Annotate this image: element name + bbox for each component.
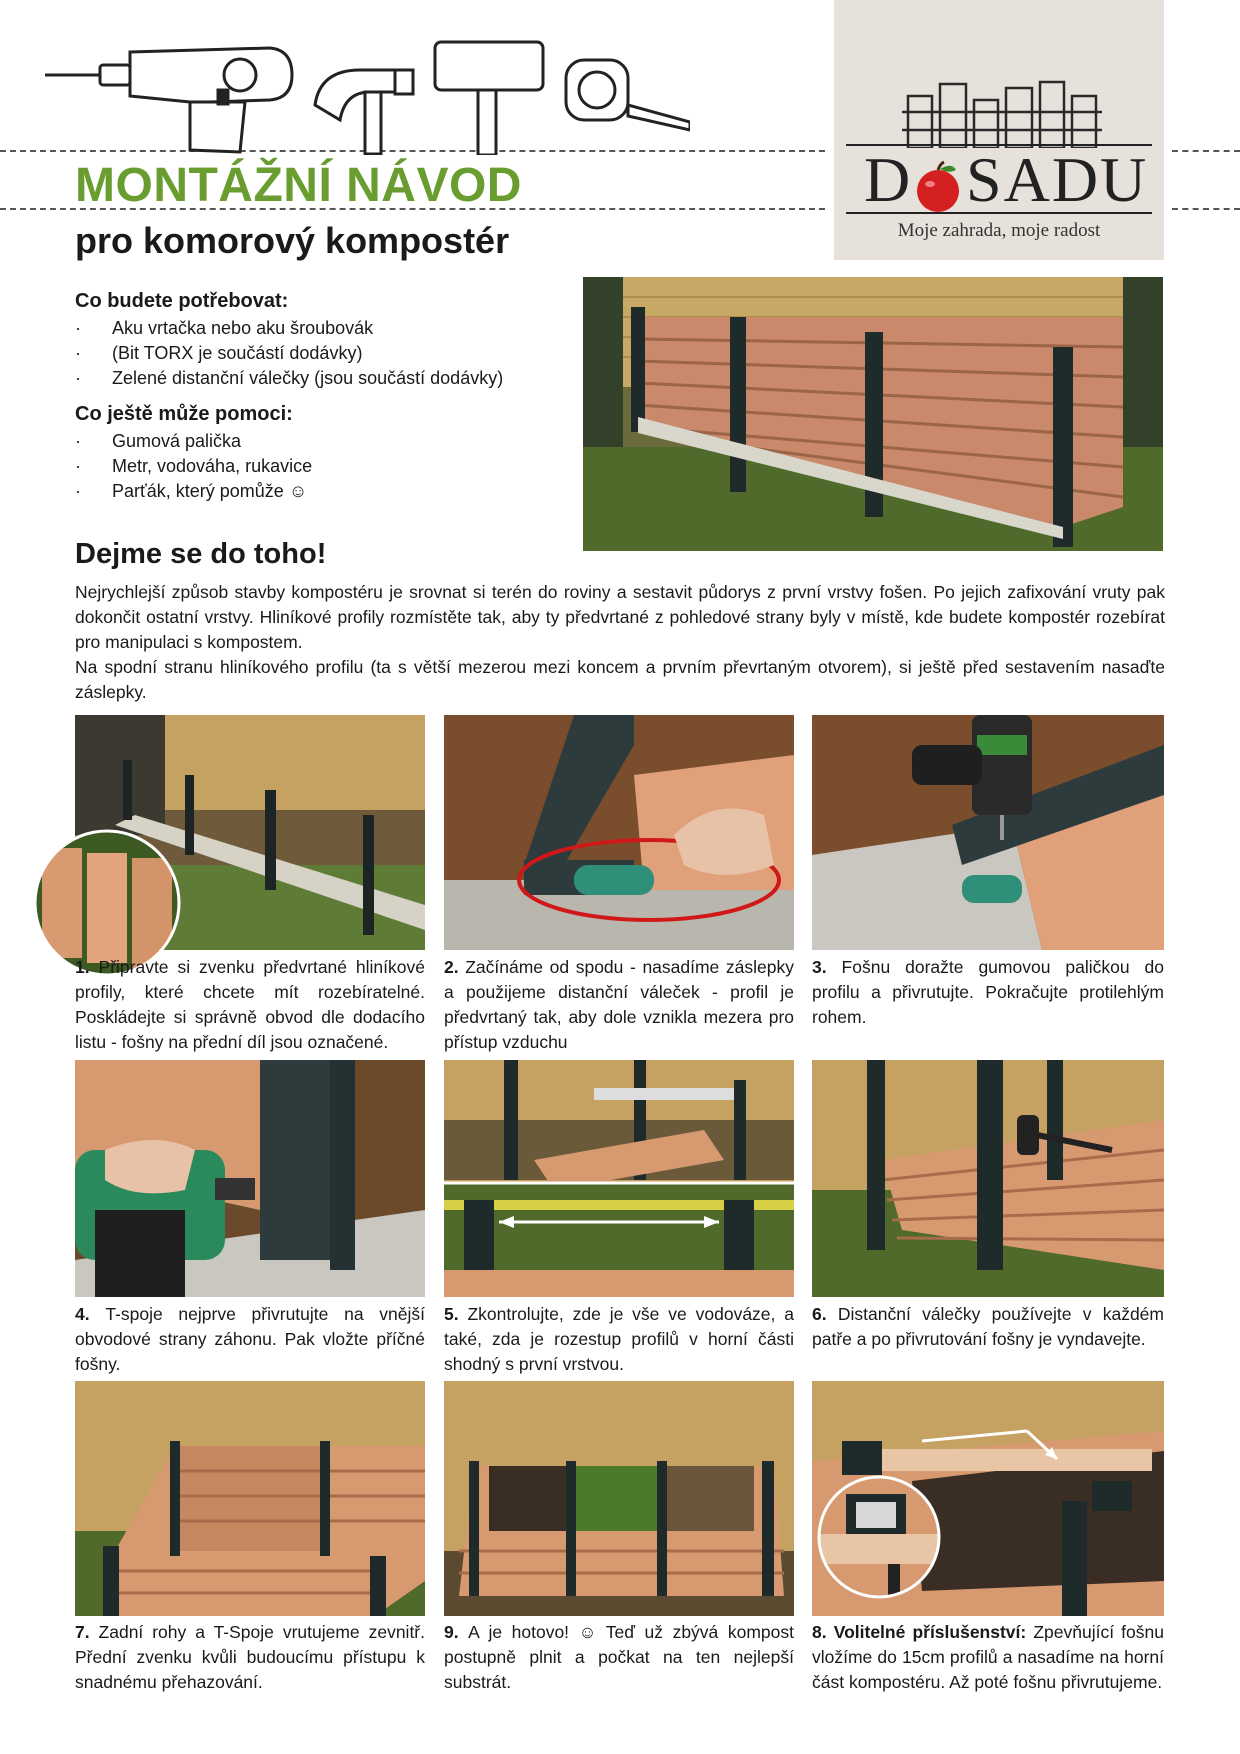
list-item: · Metr, vodováha, rukavice bbox=[75, 454, 575, 479]
step-7-caption bbox=[75, 1620, 425, 1695]
step-text: Zkontrolujte, zde je vše ve vodováze, a také, zda je rozestup profilů v horní části shodný s první vrstvou. bbox=[444, 1304, 794, 1374]
list-item: · Aku vrtačka nebo aku šroubovák bbox=[75, 316, 575, 341]
drill-icon bbox=[45, 48, 292, 152]
step-4-photo bbox=[75, 1060, 425, 1297]
step-number: 3. bbox=[812, 957, 842, 977]
hammer-icon bbox=[315, 70, 413, 154]
step-text: Zpevňující fošnu vložíme do 15cm profilů a nasadíme na horní část kompostéru. Až poté fošnu přivrutujeme. bbox=[812, 1622, 1164, 1692]
step-9-caption bbox=[444, 1620, 794, 1695]
step-text: Připravte si zvenku předvrtané hliníkové profily, které chcete mít rozebíratelné. Poskládejte si správně obvod dle dodacího listu - fošny na přední díl jsou označené. bbox=[75, 957, 425, 1052]
step-5-caption bbox=[444, 1302, 794, 1377]
step-number: 9. bbox=[444, 1622, 469, 1642]
fence-logo-icon bbox=[902, 78, 1102, 148]
needs-list bbox=[75, 316, 575, 391]
step-5-photo bbox=[444, 1060, 794, 1297]
intro-paragraph: Nejrychlejší způsob stavby kompostéru je srovnat si terén do roviny a sestavit půdorys z první vrstvy fošen. Po jejich zafixování vruty pak dokončit ostatní vrstvy. Hliníkové profily rozmístěte tak, aby ty předvrtané z pohledové strany byly v místě, kde budete kompostér rozebírat pro manipulaci s kompostem. bbox=[75, 582, 1165, 652]
step-1-caption bbox=[75, 955, 425, 1055]
step-text: Distanční válečky používejte v každém patře a po přivrutování fošny je vyndavejte. bbox=[812, 1304, 1164, 1349]
list-item: · Gumová palička bbox=[75, 429, 575, 454]
list-item: · Zelené distanční válečky (jsou součástí dodávky) bbox=[75, 366, 575, 391]
step-number: 5. bbox=[444, 1304, 468, 1324]
header-dashed-rule-bottom-right bbox=[1172, 208, 1240, 210]
intro-paragraph: Na spodní stranu hliníkového profilu (ta s větší mezerou mezi koncem a prvním převrtaným otvorem), si ještě před sestavením nasaďte záslepky. bbox=[75, 657, 1165, 702]
brand-logo bbox=[834, 0, 1164, 260]
intro-text bbox=[75, 580, 1165, 705]
needs-heading: Co budete potřebovat: bbox=[75, 290, 289, 312]
step-text: Fošnu doražte gumovou paličkou do profilu a přivrutujte. Pokračujte protilehlým rohem. bbox=[812, 957, 1164, 1027]
step-6-caption bbox=[812, 1302, 1164, 1352]
step-number: 7. bbox=[75, 1622, 99, 1642]
page-title: MONTÁŽNÍ NÁVOD bbox=[75, 159, 522, 212]
section-heading-start: Dejme se do toho! bbox=[75, 538, 327, 570]
helps-heading: Co ještě může pomoci: bbox=[75, 403, 293, 425]
step-text: Začínáme od spodu - nasadíme záslepky a použijeme distanční váleček - profil je předvrtaný tak, aby dole vznikla mezera pro přístup vzduchu bbox=[444, 957, 794, 1052]
logo-wordmark bbox=[846, 144, 1152, 214]
step-2-caption bbox=[444, 955, 794, 1055]
step-8-inset-photo bbox=[816, 1474, 942, 1600]
list-item: · (Bit TORX je součástí dodávky) bbox=[75, 341, 575, 366]
hero-composter-photo bbox=[583, 277, 1163, 551]
header-dashed-rule-top-right bbox=[1172, 150, 1240, 152]
helps-list bbox=[75, 429, 575, 504]
logo-letters-sadu: SADU bbox=[966, 144, 1149, 215]
step-2-photo bbox=[444, 715, 794, 950]
step-4-caption bbox=[75, 1302, 425, 1377]
step-number: 6. bbox=[812, 1304, 838, 1324]
step-9-photo bbox=[444, 1381, 794, 1616]
tools-illustration bbox=[40, 30, 690, 155]
step-7-photo bbox=[75, 1381, 425, 1616]
mallet-icon bbox=[435, 42, 543, 155]
step-number: 4. bbox=[75, 1304, 106, 1324]
logo-letter-d: D bbox=[864, 144, 913, 215]
list-item: · Parťák, který pomůže ☺ bbox=[75, 479, 575, 504]
step-number: 1. bbox=[75, 957, 99, 977]
step-number: 8. bbox=[812, 1622, 834, 1642]
step-text: Zadní rohy a T-Spoje vrutujeme zevnitř. Přední zvenku kvůli budoucímu přístupu k snadnému přehazování. bbox=[75, 1622, 425, 1692]
apple-logo-icon bbox=[912, 160, 964, 214]
page-subtitle: pro komorový kompostér bbox=[75, 220, 510, 261]
step-text: A je hotovo! ☺ Teď už zbývá kompost postupně plnit a počkat na ten nejlepší substrát. bbox=[444, 1622, 794, 1692]
step-8-caption bbox=[812, 1620, 1164, 1695]
tape-measure-icon bbox=[566, 60, 690, 130]
step-text: T-spoje nejprve přivrutujte na vnější obvodové strany záhonu. Pak vložte příčné fošny. bbox=[75, 1304, 426, 1374]
step-bold-label: Volitelné příslušenství: bbox=[833, 1622, 1034, 1642]
step-3-photo bbox=[812, 715, 1164, 950]
step-6-photo bbox=[812, 1060, 1164, 1297]
step-number: 2. bbox=[444, 957, 466, 977]
logo-tagline: Moje zahrada, moje radost bbox=[897, 220, 1101, 241]
step-3-caption bbox=[812, 955, 1164, 1030]
